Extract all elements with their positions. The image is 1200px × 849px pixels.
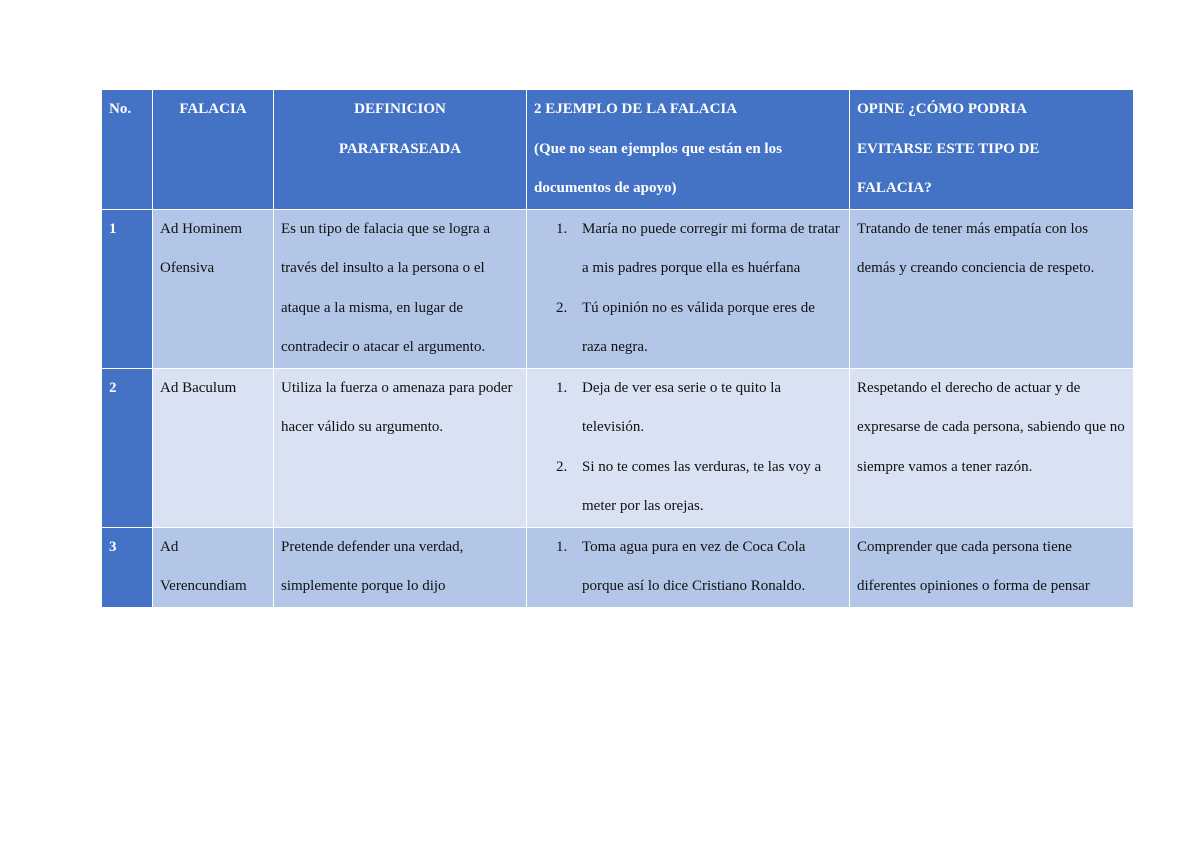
fallacy-definition: Pretende defender una verdad, simplemente porque lo dijo — [274, 527, 527, 607]
header-opine-line3: FALACIA? — [857, 180, 932, 196]
fallacy-name-line2: Ofensiva — [160, 260, 215, 276]
fallacy-definition: Utiliza la fuerza o amenaza para poder hacer válido su argumento. — [274, 368, 527, 527]
fallacy-opinion: Comprender que cada persona tiene diferentes opiniones o forma de pensar — [850, 527, 1134, 607]
fallacy-name-line1: Ad Hominem — [160, 220, 243, 237]
header-ejemplo — [527, 90, 850, 210]
header-opine-line1: OPINE ¿CÓMO PODRIA — [857, 101, 1027, 117]
header-opine-line2: EVITARSE ESTE TIPO DE — [857, 140, 1040, 157]
fallacy-opinion: Respetando el derecho de actuar y de expresarse de cada persona, sabiendo que no siempre vamos a tener razón. — [850, 368, 1134, 527]
table-row — [102, 527, 1134, 607]
header-row — [102, 90, 1134, 210]
fallacy-table — [101, 89, 1134, 608]
row-number: 3 — [102, 527, 153, 607]
fallacy-name-line1: Ad — [160, 538, 179, 555]
fallacy-name-line1: Ad Baculum — [160, 379, 237, 396]
examples-list — [534, 369, 842, 527]
example-item: Toma agua pura en vez de Coca Cola porque así lo dice Cristiano Ronaldo. — [582, 538, 806, 594]
fallacy-definition: Es un tipo de falacia que se logra a través del insulto a la persona o el ataque a la misma, en lugar de contradecir o atacar el argumento. — [274, 209, 527, 368]
header-definicion — [274, 90, 527, 210]
header-definicion-line1: DEFINICION — [354, 101, 446, 117]
example-item: Tú opinión no es válida porque eres de raza negra. — [582, 299, 815, 355]
example-item: María no puede corregir mi forma de tratar a mis padres porque ella es huérfana — [582, 220, 840, 276]
fallacy-name-line2: Verencundiam — [160, 578, 247, 594]
fallacy-name — [153, 527, 274, 607]
table-row — [102, 368, 1134, 527]
header-no: No. — [102, 90, 153, 210]
fallacy-name — [153, 209, 274, 368]
fallacy-examples — [527, 368, 850, 527]
fallacy-opinion: Tratando de tener más empatía con los demás y creando conciencia de respeto. — [850, 209, 1134, 368]
examples-list — [534, 528, 842, 607]
header-ejemplo-line1: 2 EJEMPLO DE LA FALACIA — [534, 101, 738, 117]
header-definicion-line2: PARAFRASEADA — [338, 140, 462, 157]
examples-list — [534, 210, 842, 368]
header-ejemplo-line3: documentos de apoyo) — [534, 180, 677, 196]
example-item: Deja de ver esa serie o te quito la televisión. — [582, 379, 782, 435]
fallacy-examples — [527, 209, 850, 368]
row-number: 2 — [102, 368, 153, 527]
header-ejemplo-line2: (Que no sean ejemplos que están en los — [534, 140, 782, 157]
fallacy-examples — [527, 527, 850, 607]
table-row — [102, 209, 1134, 368]
row-number: 1 — [102, 209, 153, 368]
fallacy-name — [153, 368, 274, 527]
example-item: Si no te comes las verduras, te las voy a meter por las orejas. — [582, 458, 822, 514]
header-falacia: FALACIA — [153, 90, 274, 210]
header-opine — [850, 90, 1134, 210]
